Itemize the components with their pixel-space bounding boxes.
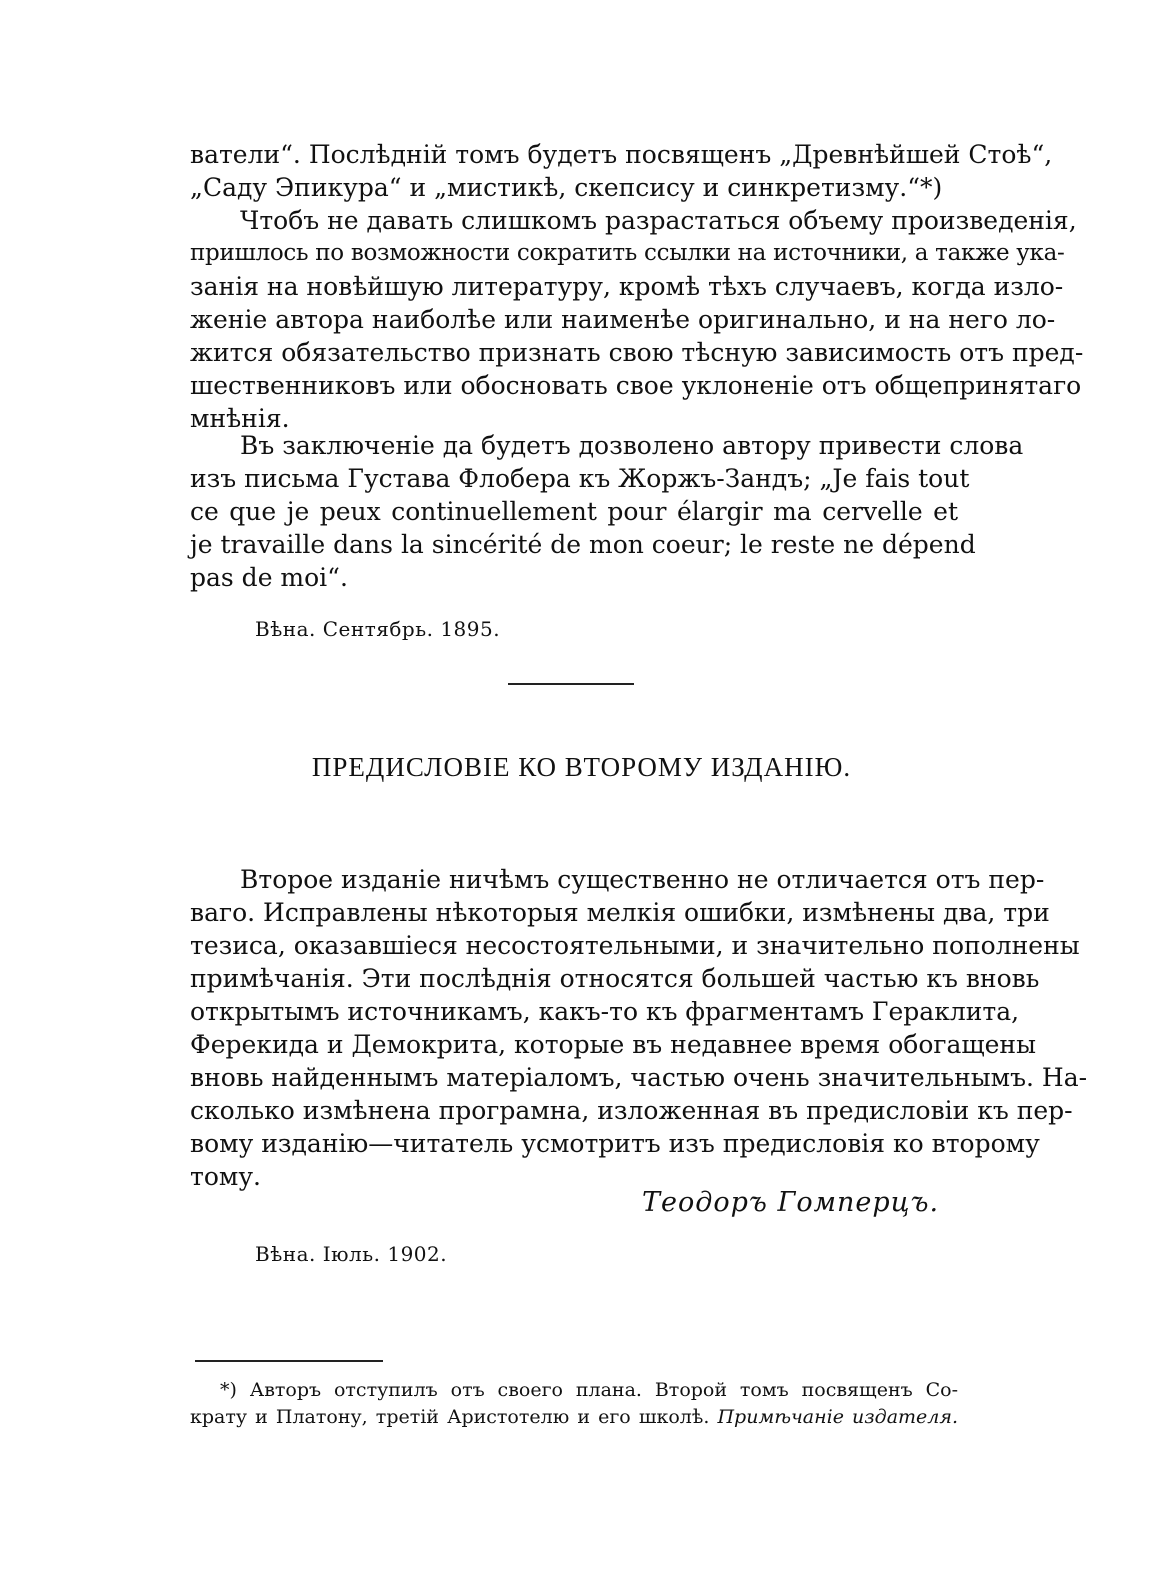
text-line: тезиса, оказавшіеся несостоятельными, и значительно пополнены [190, 931, 1080, 960]
second-preface-paragraph [190, 863, 1088, 1193]
text-line: пришлось по возможности сократить ссылки на источники, а также ука- [190, 240, 1065, 266]
text-line: вому изданію—читатель усмотритъ изъ предисловія ко второму [190, 1129, 1040, 1158]
text-line: je travaille dans la sincérité de mon coeur; le reste ne dépend [190, 530, 976, 559]
text-line: pas de moi“. [190, 563, 348, 592]
text-line: Второе изданіе ничѣмъ существенно не отличается отъ пер- [240, 865, 1045, 894]
footnote-line [190, 1404, 958, 1431]
text-line: женіе автора наиболѣе или наименѣе оригинально, и на него ло- [190, 305, 1056, 334]
footnote-line: *) Авторъ отступилъ отъ своего плана. Второй томъ посвященъ Со- [220, 1379, 958, 1401]
text-line: примѣчанія. Эти послѣднія относятся большей частью къ вновь [190, 964, 1040, 993]
text-line: мнѣнія. [190, 404, 290, 433]
dateline-second-edition: Вѣна. Іюль. 1902. [255, 1242, 448, 1266]
section-divider [508, 683, 634, 685]
text-line: вновь найденнымъ матеріаломъ, частью очень значительнымъ. На- [190, 1063, 1088, 1092]
text-line: жится обязательство признать свою тѣсную зависимость отъ пред- [190, 338, 1084, 367]
preface-paragraph-sources [190, 204, 1084, 435]
footnote-rule [195, 1360, 383, 1362]
text-line: изъ письма Густава Флобера къ Жоржъ-Зандъ; „Je fais tout [190, 464, 970, 493]
text-line: Въ заключеніе да будетъ дозволено автору привести слова [240, 431, 1024, 460]
text-line: Ферекида и Демокрита, которые въ недавнее время обогащены [190, 1030, 1036, 1059]
text-line: Чтобъ не давать слишкомъ разрастаться объему произведенія, [240, 206, 1077, 235]
text-line: занія на новѣйшую литературу, кромѣ тѣхъ случаевъ, когда изло- [190, 272, 1064, 301]
text-line: „Саду Эпикура“ и „мистикѣ, скепсису и синкретизму.“*) [190, 173, 943, 202]
text-line: ваго. Исправлены нѣкоторыя мелкія ошибки, измѣнены два, три [190, 898, 1050, 927]
preface-paragraph-continued [190, 138, 1053, 204]
text-line: ватели“. Послѣдній томъ будетъ посвященъ „Древнѣйшей Стоѣ“, [190, 140, 1053, 169]
text-line: тому. [190, 1162, 261, 1191]
section-heading: ПРЕДИСЛОВІЕ КО ВТОРОМУ ИЗДАНІЮ. [311, 752, 852, 782]
footnote [190, 1377, 958, 1431]
text-line: открытымъ источникамъ, какъ-то къ фрагментамъ Гераклита, [190, 997, 1020, 1026]
editor-note: Примѣчаніе издателя. [717, 1406, 958, 1428]
preface-paragraph-conclusion [190, 429, 1024, 594]
text-line: ce que je peux continuellement pour élargir ma cervelle et [190, 497, 958, 526]
footnote-text: крату и Платону, третій Аристотелю и его школѣ. [190, 1406, 710, 1428]
text-line: шественниковъ или обосновать свое уклоненіе отъ общепринятаго [190, 371, 1082, 400]
text-line: сколько измѣнена програмна, изложенная въ предисловіи къ пер- [190, 1096, 1073, 1125]
dateline-first-edition: Вѣна. Сентябрь. 1895. [255, 617, 501, 641]
author-signature: Теодоръ Гомперцъ. [642, 1187, 940, 1218]
